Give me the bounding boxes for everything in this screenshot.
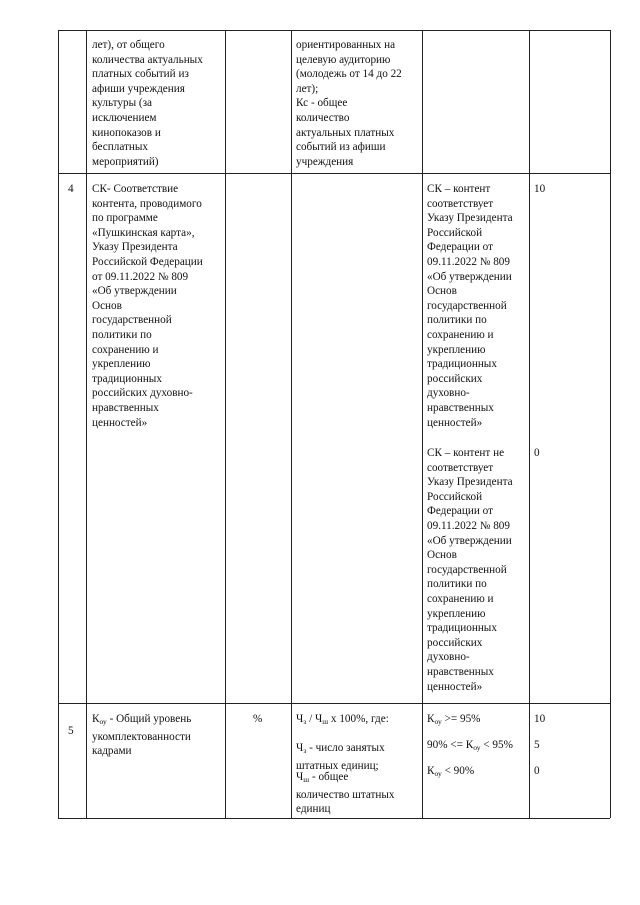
row5-criterion-low [427,764,529,782]
column-border-4 [422,30,423,818]
row5-score-high: 10 [534,713,546,725]
formula-main-tail: х 100%, где: [328,713,389,725]
row5-unit: % [253,713,263,725]
row4-indicator-text: СК- Соответствие контента, проводимого по программе «Пушкинская карта», Указу Президента Российской Федерации от 09.11.2022 № 809 «Об утверждении Основ государственной политики по сохранению и укреплению традиционных российских духовно- нравственных ценностей» [92,183,203,429]
continuation-formula-text: ориентированных на целевую аудиторию (молодежь от 14 до 22 лет); Кс - общее количество актуальных платных событий из афиши учреждения [296,39,402,168]
row4-score-compliant: 10 [534,183,546,195]
row5-score-medium: 5 [534,739,540,751]
table-bottom-border [58,818,610,819]
column-border-5 [529,30,530,818]
row4-criterion-compliant: СК – контент соответствует Указу Президента Российской Федерации от 09.11.2022 № 809 «Об утверждении Основ государственной политики по сохранению и укреплению традиционных российских духовно- нравственных ценностей» [427,183,513,429]
row-number-5: 5 [68,725,74,737]
column-border-1 [86,30,87,818]
formula-main-symbol-b-subscript: ш [322,717,329,726]
row5-formula-definition-total [296,770,422,817]
column-border-3 [291,30,292,818]
criterion-medium-condition: < 95% [480,739,513,751]
criterion-low-condition: < 90% [441,765,475,777]
definition-occupied-text: - число занятых штатных единиц; [296,742,385,772]
row-divider-4-5 [58,703,610,704]
row4-score-noncompliant: 0 [534,447,540,459]
criterion-low-prefix: К [427,765,435,777]
criterion-medium-prefix: 90% <= К [427,739,474,751]
column-border-left [58,30,59,818]
row5-formula-definition-occupied [296,741,422,773]
row-divider-3-4 [58,173,610,174]
formula-main-symbol-a-subscript: з [303,717,307,726]
definition-occupied-subscript: з [303,746,307,755]
definition-occupied-symbol: Ч [296,742,304,754]
row-number-4: 4 [68,183,74,195]
definition-total-subscript: ш [303,775,310,784]
row5-indicator-description: - Общий уровень укомплектованности кадрами [92,713,192,758]
formula-main-separator: / Ч [306,713,323,725]
row5-score-low: 0 [534,765,540,777]
row5-indicator-symbol-subscript: оу [99,717,107,726]
row5-criterion-medium [427,738,529,756]
table-top-border [58,30,610,31]
criterion-high-subscript: оу [434,717,442,726]
row5-indicator-text [92,712,224,759]
criterion-high-prefix: К [427,713,435,725]
formula-main-symbol-a: Ч [296,713,304,725]
row5-criterion-high [427,712,529,730]
criterion-low-subscript: оу [434,769,442,778]
definition-total-text: - общее количество штатных единиц [296,771,395,816]
row4-criterion-noncompliant: СК – контент не соответствует Указу Президента Российской Федерации от 09.11.2022 № 809 «Об утверждении Основ государственной политики по сохранению и укреплению традиционных российских духовно- нравственных ценностей» [427,447,513,693]
criterion-high-condition: >= 95% [441,713,481,725]
criterion-medium-subscript: оу [473,743,481,752]
definition-total-symbol: Ч [296,771,304,783]
row5-indicator-symbol: К [92,713,100,725]
column-border-right [610,30,611,818]
column-border-2 [225,30,226,818]
row5-formula-main [296,712,422,730]
continuation-indicator-text: лет), от общего количества актуальных платных событий из афиши учреждения культуры (за исключением кинопоказов и бесплатных мероприятий) [92,39,203,168]
